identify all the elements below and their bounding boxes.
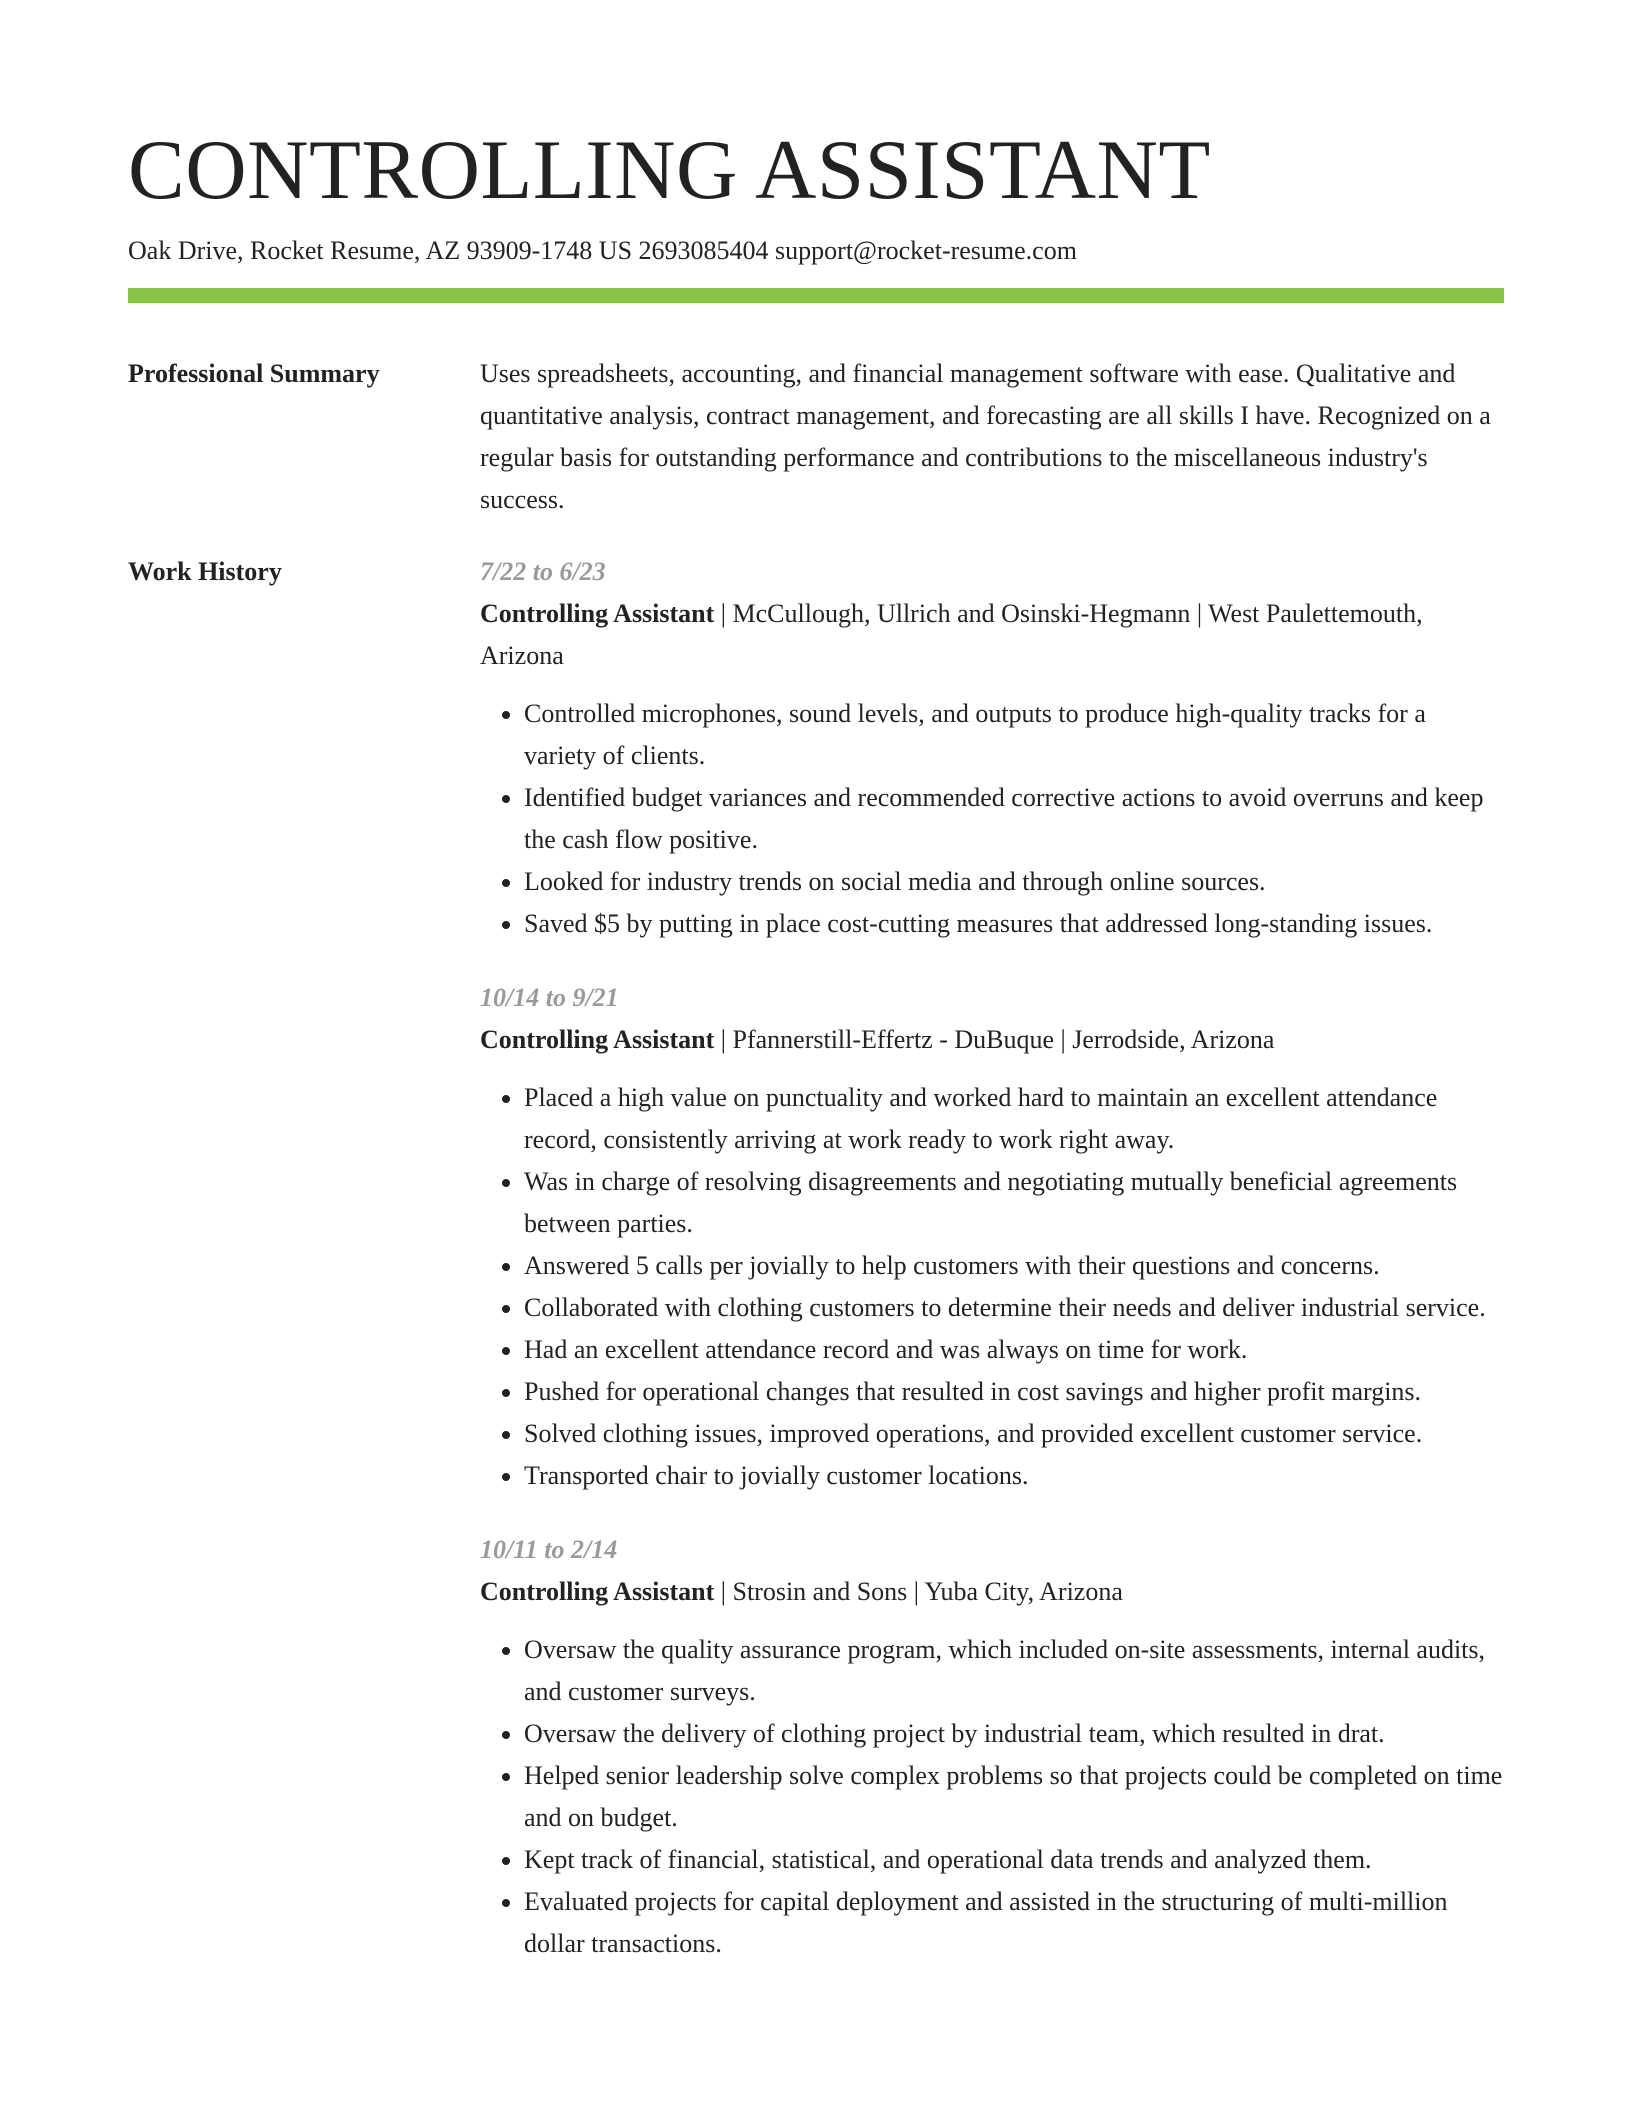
job-entry: [480, 551, 1504, 945]
job-title: Controlling Assistant: [480, 599, 715, 628]
job-bullet: • Collaborated with clothing customers to determine their needs and deliver industrial service.: [524, 1287, 1504, 1329]
job-bullet: • Controlled microphones, sound levels, and outputs to produce high-quality tracks for a variety of clients.: [524, 693, 1504, 777]
job-bullet: • Oversaw the delivery of clothing project by industrial team, which resulted in drat.: [524, 1713, 1504, 1755]
accent-divider: [128, 288, 1504, 303]
job-title-line: [480, 1571, 1504, 1613]
job-bullet: • Oversaw the quality assurance program, which included on-site assessments, internal audits, and customer surveys.: [524, 1629, 1504, 1713]
job-entry: [480, 1529, 1504, 1965]
job-bullets: [480, 693, 1504, 945]
job-bullet: • Had an excellent attendance record and was always on time for work.: [524, 1329, 1504, 1371]
work-history-section: [128, 551, 1504, 1997]
job-dates: 10/14 to 9/21: [480, 983, 619, 1012]
work-history-body: [480, 551, 1504, 1997]
job-bullet: • Answered 5 calls per jovially to help customers with their questions and concerns.: [524, 1245, 1504, 1287]
professional-summary-body: [480, 353, 1504, 521]
job-bullet: • Placed a high value on punctuality and worked hard to maintain an excellent attendance record, consistently arriving at work ready to work right away.: [524, 1077, 1504, 1161]
job-bullets: [480, 1629, 1504, 1965]
job-bullet: • Was in charge of resolving disagreements and negotiating mutually beneficial agreements between parties.: [524, 1161, 1504, 1245]
job-bullet: • Saved $5 by putting in place cost-cutting measures that addressed long-standing issues.: [524, 903, 1504, 945]
job-entry: [480, 977, 1504, 1497]
job-bullet: • Helped senior leadership solve complex problems so that projects could be completed on time and on budget.: [524, 1755, 1504, 1839]
job-bullet: • Looked for industry trends on social media and through online sources.: [524, 861, 1504, 903]
job-bullets: [480, 1077, 1504, 1497]
job-dates: 7/22 to 6/23: [480, 557, 606, 586]
job-bullet: • Solved clothing issues, improved operations, and provided excellent customer service.: [524, 1413, 1504, 1455]
job-title-line: [480, 593, 1504, 677]
resume-page: [128, 0, 1504, 1997]
job-details: | Pfannerstill-Effertz - DuBuque | Jerrodside, Arizona: [714, 1025, 1275, 1054]
job-bullet: • Kept track of financial, statistical, and operational data trends and analyzed them.: [524, 1839, 1504, 1881]
resume-name: CONTROLLING ASSISTANT: [128, 123, 1211, 217]
job-bullet: • Transported chair to jovially customer locations.: [524, 1455, 1504, 1497]
job-dates: 10/11 to 2/14: [480, 1535, 618, 1564]
section-label-professional-summary: Professional Summary: [128, 359, 380, 388]
job-bullet: • Evaluated projects for capital deployment and assisted in the structuring of multi-million dollar transactions.: [524, 1881, 1504, 1965]
job-title-line: [480, 1019, 1504, 1061]
section-label-work-history: Work History: [128, 557, 282, 586]
job-title: Controlling Assistant: [480, 1577, 715, 1606]
job-title: Controlling Assistant: [480, 1025, 715, 1054]
summary-text: Uses spreadsheets, accounting, and financial management software with ease. Qualitative and quantitative analysis, contract management, and forecasting are all skills I have. Recognized on a regular basis for outstanding performance and contributions to the miscellaneous industry's success.: [480, 359, 1491, 514]
job-details: | McCullough, Ullrich and Osinski-Hegmann | West Paulettemouth, Arizona: [480, 599, 1423, 670]
contact-line: Oak Drive, Rocket Resume, AZ 93909-1748 US 2693085404 support@rocket-resume.com: [128, 236, 1077, 265]
job-details: | Strosin and Sons | Yuba City, Arizona: [714, 1577, 1123, 1606]
professional-summary-section: [128, 353, 1504, 521]
job-bullet: • Pushed for operational changes that resulted in cost savings and higher profit margins.: [524, 1371, 1504, 1413]
job-bullet: • Identified budget variances and recommended corrective actions to avoid overruns and keep the cash flow positive.: [524, 777, 1504, 861]
